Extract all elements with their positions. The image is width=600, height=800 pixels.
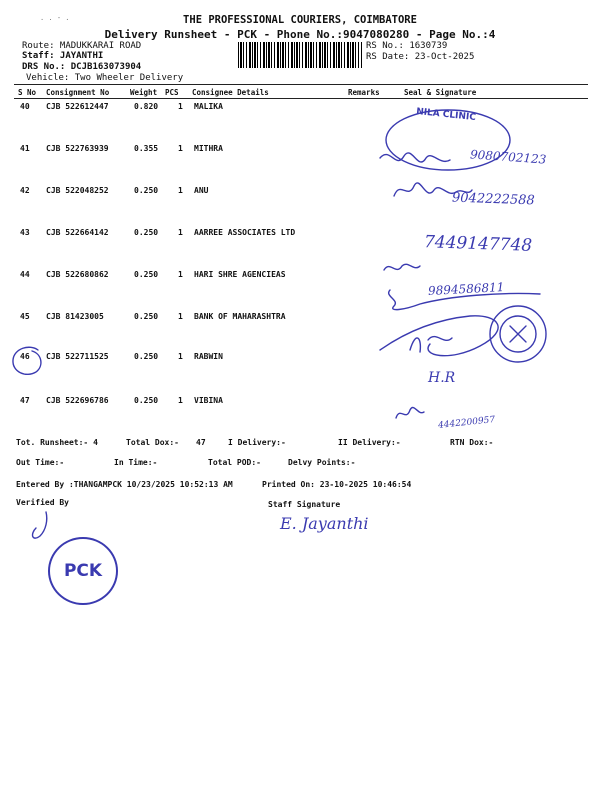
row-weight: 0.250 — [134, 312, 159, 321]
row-consignment: CJB 522711525 — [46, 352, 109, 361]
row-consignment: CJB 522680862 — [46, 270, 109, 279]
handwritten-phone-41: 9080702123 — [469, 147, 547, 167]
table-header-rule — [14, 98, 588, 99]
row-consignee: BANK OF MAHARASHTRA — [194, 312, 286, 321]
row-pcs: 1 — [178, 102, 183, 111]
col-pcs: PCS — [165, 88, 179, 97]
entered-by: Entered By :THANGAMPCK 10/23/2025 10:52:13 AM — [16, 480, 233, 489]
row-sno: 41 — [20, 144, 30, 153]
total-pod-label: Total POD:- — [208, 458, 261, 467]
row-sno: 40 — [20, 102, 30, 111]
rtn-dox-label: RTN Dox:- — [450, 438, 494, 447]
company-title: THE PROFESSIONAL COURIERS, COIMBATORE — [183, 14, 417, 26]
rs-number: RS No.: 1630739 — [366, 41, 448, 51]
row-pcs: 1 — [178, 228, 183, 237]
row-sno: 44 — [20, 270, 30, 279]
delvy-points-label: Delvy Points:- — [288, 458, 356, 467]
row-sno: 45 — [20, 312, 30, 321]
stamp-clinic-name: NILA CLINIC — [415, 106, 477, 124]
row-pcs: 1 — [178, 186, 183, 195]
col-consignee: Consignee Details — [192, 88, 269, 97]
row-consignment: CJB 81423005 — [46, 312, 104, 321]
runsheet-subtitle: Delivery Runsheet - PCK - Phone No.:9047080280 - Page No.:4 — [104, 28, 496, 41]
row-weight: 0.250 — [134, 396, 159, 405]
row-consignee: VIBINA — [194, 396, 223, 405]
col-consignment: Consignment No — [46, 88, 110, 97]
staff-signature-label: Staff Signature — [268, 500, 341, 509]
row-consignee: RABWIN — [194, 352, 223, 361]
printed-on: Printed On: 23-10-2025 10:46:54 — [262, 480, 412, 489]
handwritten-phone-42: 9042222588 — [451, 190, 535, 209]
col-seal-signature: Seal & Signature — [404, 88, 477, 97]
row-consignment: CJB 522612447 — [46, 102, 109, 111]
row-consignee: MITHRA — [194, 144, 223, 153]
row-weight: 0.820 — [134, 102, 159, 111]
table-top-rule — [14, 84, 588, 85]
out-time-label: Out Time:- — [16, 458, 65, 467]
pck-stamp — [48, 537, 118, 605]
row-sno: 47 — [20, 396, 30, 405]
verified-by-label: Verified By — [16, 498, 69, 507]
row-pcs: 1 — [178, 270, 183, 279]
total-runsheet: Tot. Runsheet:- 4 — [16, 438, 98, 447]
row-pcs: 1 — [178, 396, 183, 405]
handwritten-phone-47: 4442200957 — [437, 415, 496, 431]
row-consignment: CJB 522763939 — [46, 144, 109, 153]
row-pcs: 1 — [178, 144, 183, 153]
row-sno: 43 — [20, 228, 30, 237]
i-delivery-label: I Delivery:- — [228, 438, 286, 447]
handwritten-phone-43: 7449147748 — [423, 232, 533, 256]
row-consignee: HARI SHRE AGENCIEAS — [194, 270, 286, 279]
row-weight: 0.250 — [134, 352, 159, 361]
top-speck-marks: . . - . — [40, 14, 70, 22]
verified-check-mark — [26, 508, 56, 542]
pck-stamp-text: PCK — [63, 561, 103, 581]
vehicle-label: Vehicle: Two Wheeler Delivery — [26, 73, 184, 83]
total-dox-value: 47 — [196, 438, 206, 447]
row-consignee: AARREE ASSOCIATES LTD — [194, 228, 296, 237]
route-label: Route: MADUKKARAI ROAD — [22, 41, 142, 51]
staff-label: Staff: JAYANTHI — [22, 51, 104, 61]
ii-delivery-label: II Delivery:- — [338, 438, 401, 447]
row-weight: 0.250 — [134, 270, 159, 279]
row-consignee: MALIKA — [194, 102, 223, 111]
staff-signed-name: E. Jayanthi — [280, 514, 369, 533]
row-pcs: 1 — [178, 352, 183, 361]
row-46-circle-mark — [8, 342, 48, 382]
row-consignment: CJB 522696786 — [46, 396, 109, 405]
total-dox-label: Total Dox:- — [126, 438, 179, 447]
row-consignment: CJB 522664142 — [46, 228, 109, 237]
in-time-label: In Time:- — [114, 458, 158, 467]
col-weight: Weight — [130, 88, 158, 97]
col-remarks: Remarks — [348, 88, 380, 97]
row-consignee: ANU — [194, 186, 209, 195]
handwritten-initials-46: H.R — [428, 370, 456, 386]
row-weight: 0.250 — [134, 228, 159, 237]
row-consignment: CJB 522048252 — [46, 186, 109, 195]
col-sno: S No — [18, 88, 37, 97]
row-weight: 0.250 — [134, 186, 159, 195]
row-sno: 46 — [20, 352, 30, 361]
rs-date: RS Date: 23-Oct-2025 — [366, 52, 475, 62]
row-weight: 0.355 — [134, 144, 159, 153]
drs-barcode — [238, 42, 362, 68]
row-pcs: 1 — [178, 312, 183, 321]
row-sno: 42 — [20, 186, 30, 195]
drs-number: DRS No.: DCJB163073904 — [22, 62, 142, 72]
handwritten-phone-44: 9894586811 — [427, 280, 505, 298]
